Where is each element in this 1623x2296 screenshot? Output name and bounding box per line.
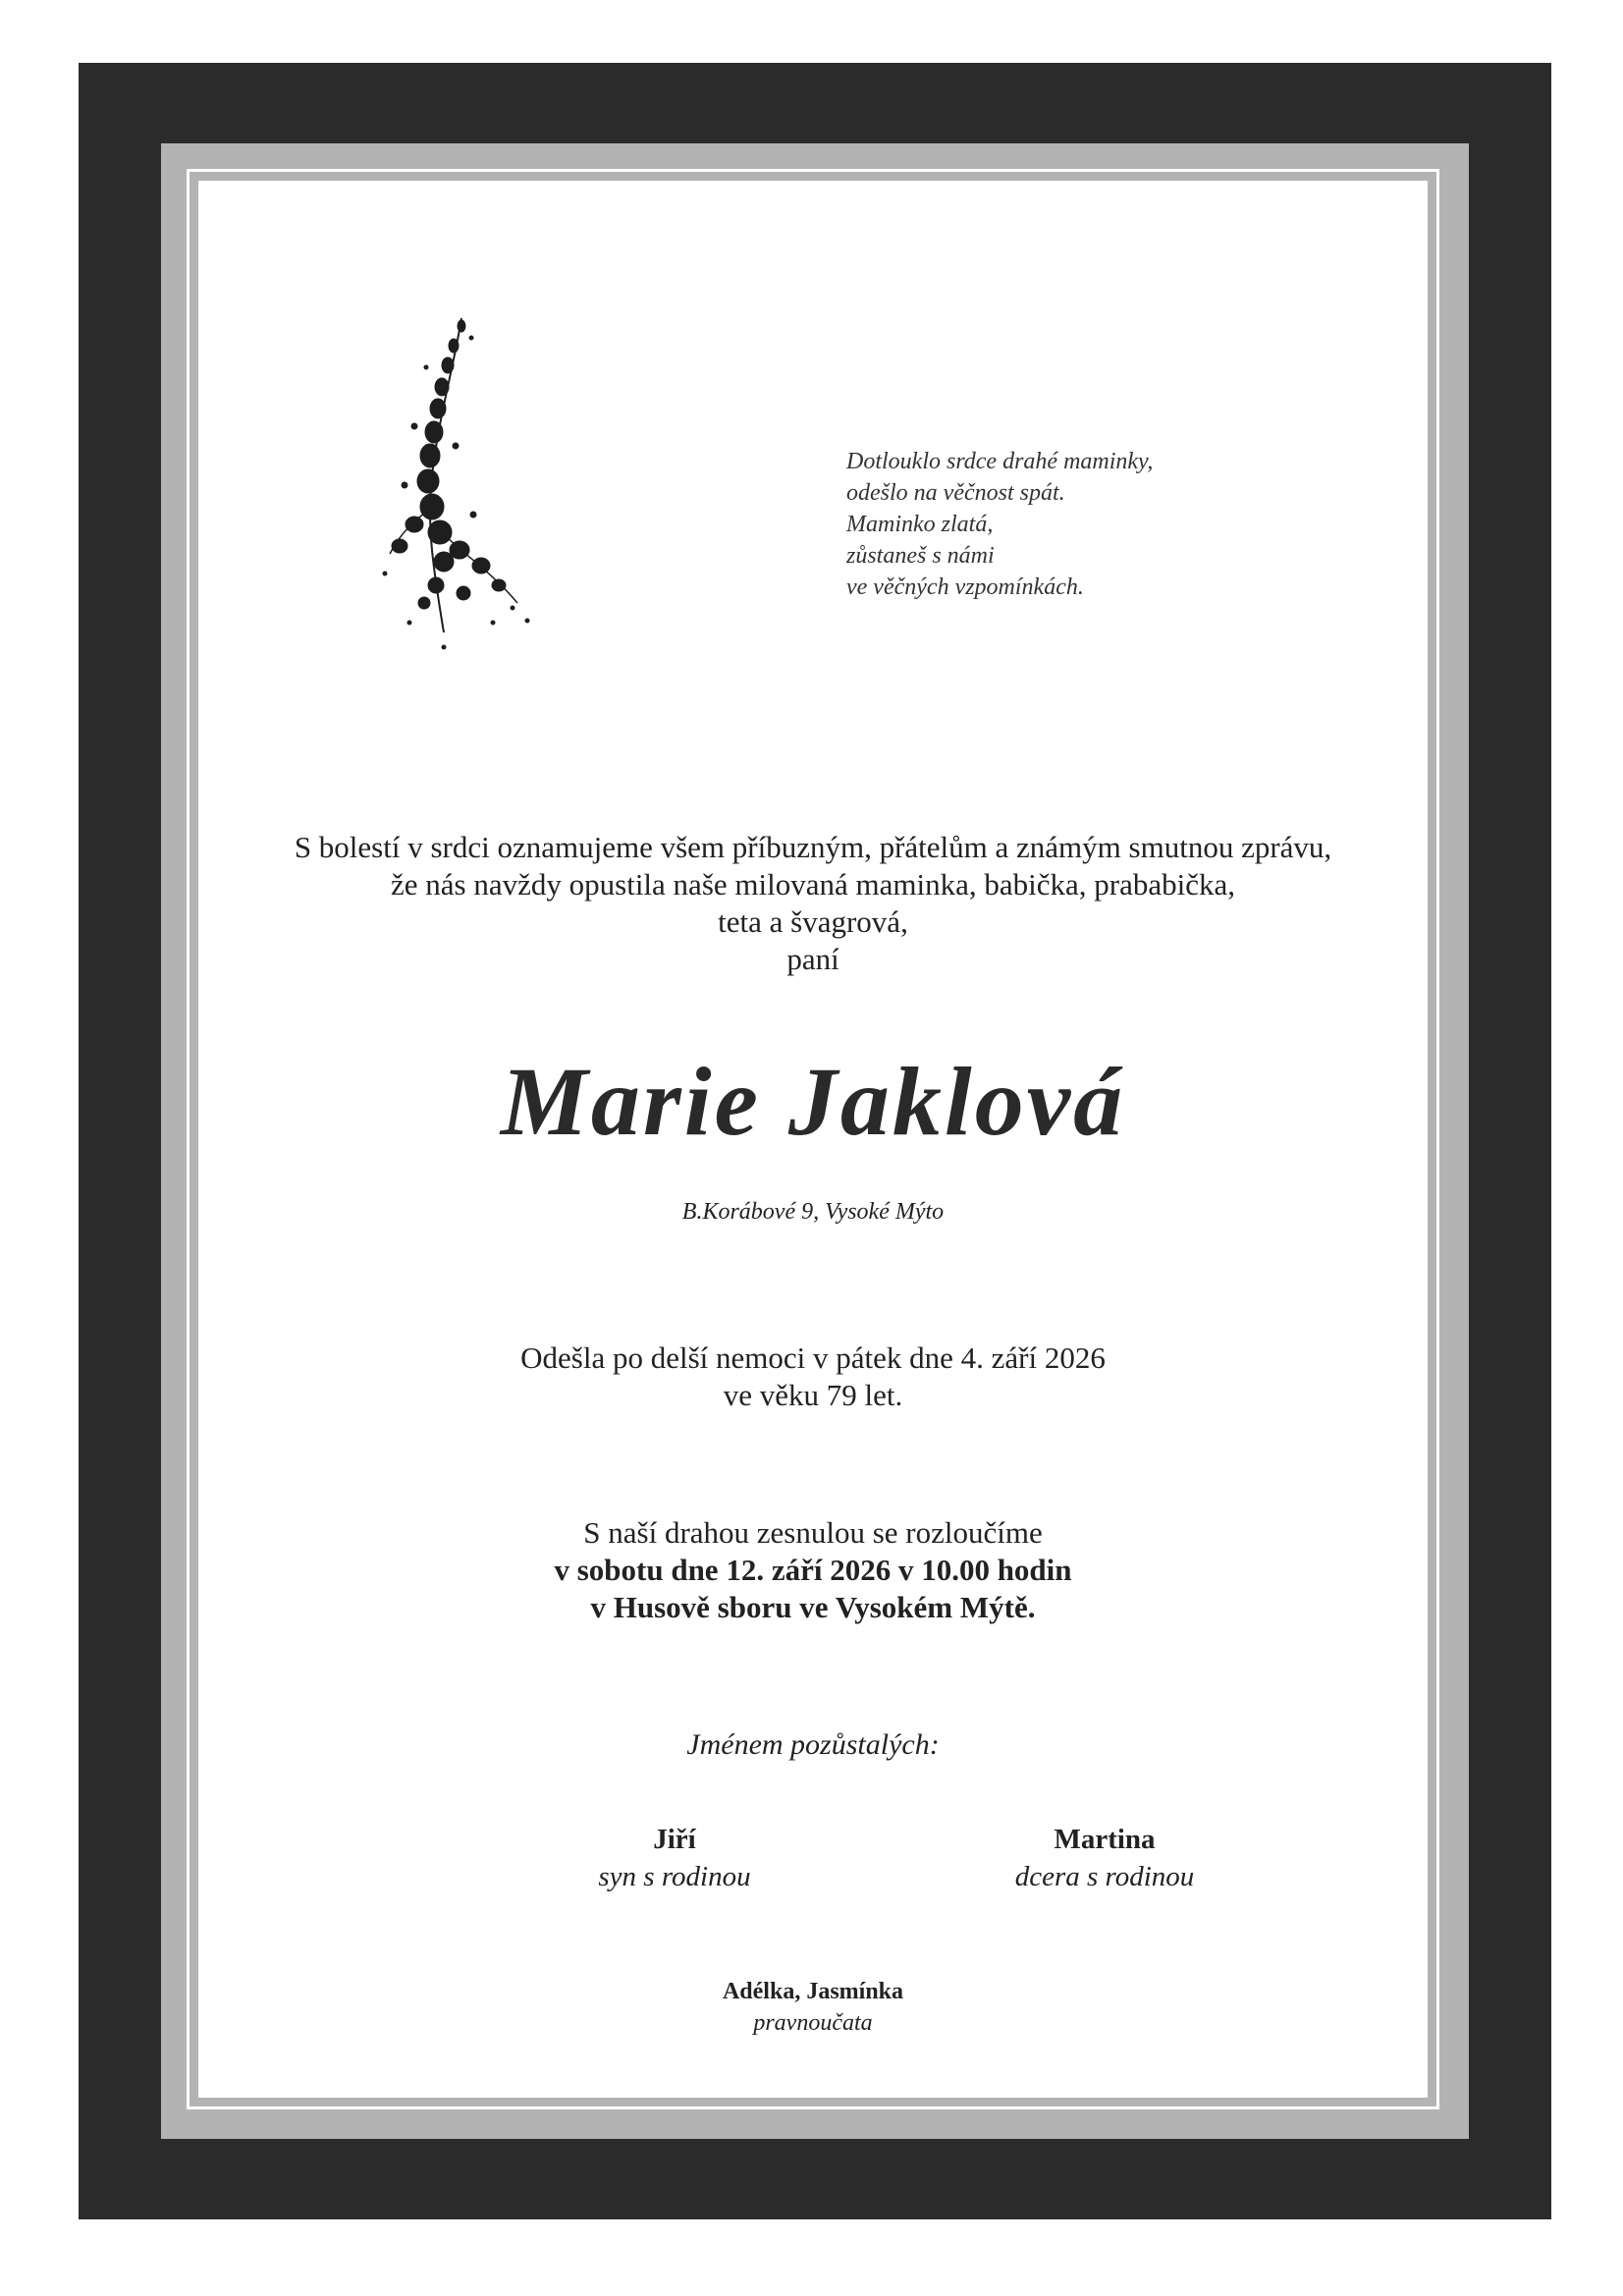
verse-line: odešlo na věčnost spát. — [846, 480, 1065, 506]
farewell-notice — [198, 1514, 1428, 1626]
deceased-name: Marie Jaklová — [500, 1047, 1126, 1156]
memorial-verse — [846, 446, 1318, 603]
deceased-address: B.Korábové 9, Vysoké Mýto — [681, 1199, 945, 1225]
mourners-heading: Jménem pozůstalých: — [686, 1728, 940, 1761]
verse-line: Dotlouklo srdce drahé maminky, — [846, 449, 1154, 474]
farewell-date: v sobotu dne 12. září 2026 v 10.00 hodin — [554, 1553, 1072, 1587]
death-notice-line: Odešla po delší nemoci v pátek dne 4. září 2026 — [520, 1340, 1106, 1375]
death-notice-line: ve věku 79 let. — [723, 1378, 903, 1412]
announcement-line: paní — [786, 942, 839, 976]
announcement-line: že nás navždy opustila naše milovaná maminka, babička, prababička, — [391, 867, 1235, 902]
mourner-name: Jiří — [653, 1824, 696, 1855]
farewell-place: v Husově sboru ve Vysokém Mýtě. — [590, 1590, 1036, 1624]
announcement-line: teta a švagrová, — [718, 904, 908, 939]
announcement-line: S bolestí v srdci oznamujeme všem příbuzným, přátelům a známým smutnou zprávu, — [294, 830, 1332, 864]
mourner-relation: syn s rodinou — [598, 1861, 751, 1892]
great-grandchildren-relation: pravnoučata — [753, 2010, 873, 2036]
verse-line: ve věčných vzpomínkách. — [846, 574, 1084, 600]
mourner-relation: dcera s rodinou — [1014, 1861, 1195, 1892]
mourner-name: Martina — [1054, 1824, 1156, 1855]
mourner-right — [908, 1821, 1301, 1895]
flower-spray-icon — [346, 308, 542, 672]
obituary-card — [198, 181, 1428, 2098]
mourner-left — [478, 1821, 871, 1895]
great-grandchildren — [198, 1976, 1428, 2039]
announcement — [198, 829, 1428, 978]
farewell-line: S naší drahou zesnulou se rozloučíme — [583, 1515, 1043, 1550]
verse-line: Maminko zlatá, — [846, 512, 994, 537]
death-notice — [198, 1339, 1428, 1414]
verse-line: zůstaneš s námi — [846, 543, 995, 569]
great-grandchildren-names: Adélka, Jasmínka — [722, 1979, 904, 2004]
